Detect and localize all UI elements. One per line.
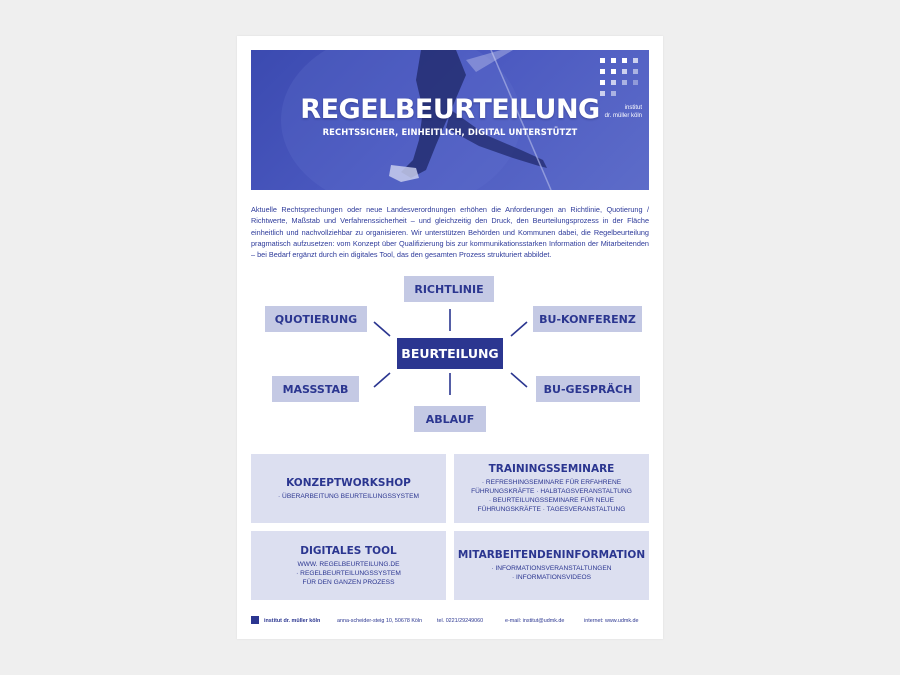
node-massstab: MASSSTAB — [272, 376, 359, 402]
hero-banner — [251, 50, 649, 190]
institute-logo-icon — [600, 58, 644, 98]
beurteilung-diagram — [237, 274, 663, 438]
node-bu-konferenz: BU-KONFERENZ — [533, 306, 642, 332]
offer-line: FÜR DEN GANZEN PROZESS — [302, 578, 395, 586]
logo-line-1: institut — [624, 105, 642, 111]
footer — [251, 616, 649, 628]
offer-title: KONZEPTWORKSHOP — [286, 476, 411, 489]
offer-digitales-tool — [251, 531, 446, 600]
offer-line: · ÜBERARBEITUNG BEURTEILUNGSSYSTEM — [278, 492, 419, 500]
hero-subtitle: RECHTSSICHER, EINHEITLICH, DIGITAL UNTERSTÜTZT — [322, 127, 578, 137]
offer-mitarbeitendeninformation — [454, 531, 649, 600]
offer-title: MITARBEITENDENINFORMATION — [457, 549, 646, 561]
logo-line-2: dr. müller köln — [604, 113, 642, 119]
hero-title: REGELBEURTEILUNG — [300, 94, 600, 125]
offer-title: DIGITALES TOOL — [300, 544, 397, 557]
node-beurteilung: BEURTEILUNG — [397, 338, 503, 369]
footer-web[interactable]: internet: www.udmk.de — [584, 618, 639, 624]
brochure-page — [237, 36, 663, 639]
offer-link[interactable]: WWW. REGELBEURTEILUNG.DE — [297, 560, 400, 568]
footer-email[interactable]: e-mail: institut@udmk.de — [505, 618, 565, 624]
offer-konzeptworkshop — [251, 454, 446, 523]
offer-title: TRAININGSSEMINARE — [488, 463, 615, 475]
offer-line: · REFRESHINGSEMINARE FÜR ERFAHRENE — [481, 479, 622, 486]
offer-line: FÜHRUNGSKRÄFTE · TAGESVERANSTALTUNG — [477, 506, 626, 513]
footer-logo-square-icon — [251, 616, 259, 624]
institute-logo-text — [579, 104, 642, 120]
footer-name: institut dr. müller köln — [264, 618, 321, 624]
offer-line: · INFORMATIONSVERANSTALTUNGEN — [491, 565, 612, 572]
intro-paragraph: Aktuelle Rechtsprechungen oder neue Landesverordnungen erhöhen die Anforderungen an Richtlinie, Quotierung / Richtwerte, Maßstab und Verfahrenssicherheit – und gleichzeitig den Druck, den Beurteilungsprozess in der Fläche einheitlich und nachvollziehbar zu organisieren. Wir unterstützen Behörden und Kommunen dabei, die Regelbeurteilung pragmatisch aufzusetzen: vom Konzept über Qualifizierung bis zur kommunikationsstarken Information der Mitarbeitenden – bei Bedarf ergänzt durch ein digitales Tool, das den gesamten Prozess strukturiert abbildet. — [251, 205, 649, 260]
node-richtlinie: RICHTLINIE — [404, 276, 494, 302]
node-ablauf: ABLAUF — [414, 406, 486, 432]
offer-line: · INFORMATIONSVIDEOS — [511, 574, 591, 581]
footer-phone: tel. 0221/29249060 — [437, 618, 484, 624]
offer-trainingsseminare — [454, 454, 649, 523]
offer-line: FÜHRUNGSKRÄFTE · HALBTAGSVERANSTALTUNG — [471, 488, 632, 495]
offer-line: · REGELBEURTEILUNGSSYSTEM — [296, 569, 401, 577]
node-quotierung: QUOTIERUNG — [265, 306, 367, 332]
offer-line: · BEURTEILUNGSSEMINARE FÜR NEUE — [488, 497, 615, 504]
node-bu-gespraech: BU-GESPRÄCH — [536, 376, 640, 402]
footer-address: anna-scheider-steig 10, 50678 Köln — [337, 618, 423, 624]
